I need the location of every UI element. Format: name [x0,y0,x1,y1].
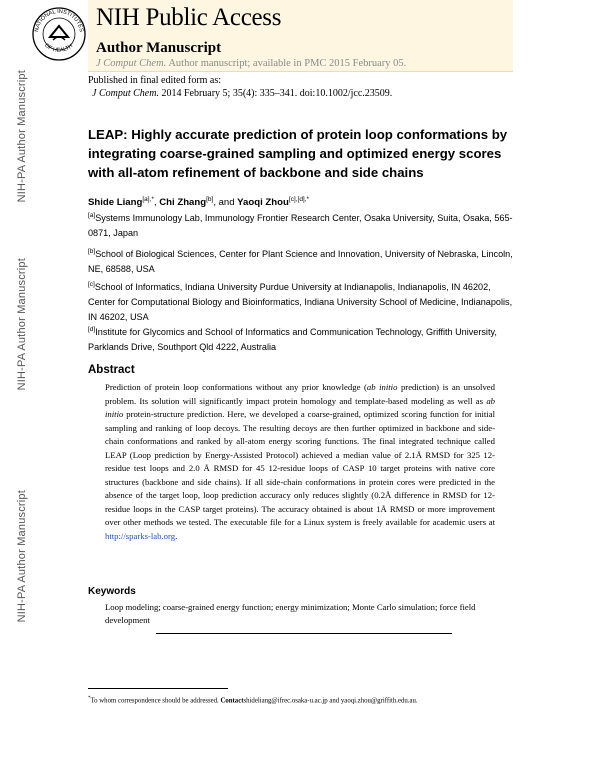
abstract-part: prediction) is an unsolved problem. Its solution will significantly impact protein homology and template-based modeling as well as [105,382,496,406]
availability-text: Author manuscript; available in PMC 2015 February 05. [168,58,407,69]
abstract-italic: ab initio [366,382,398,392]
affiliation [88,208,518,241]
author-list [88,196,309,208]
author-name: Chi Zhang [159,197,207,209]
affiliation [88,244,518,277]
keywords-list: Loop modeling; coarse-grained energy function; energy minimization; Monte Carlo simulation; force field development [105,602,476,625]
citation-journal: J Comput Chem. [92,88,159,99]
affiliation-mark: [a] [88,212,96,219]
svg-text:NATIONAL INSTITUTES: NATIONAL INSTITUTES [34,8,84,33]
correspondence-footnote [88,696,528,704]
author-affiliation-mark: [a],* [142,196,154,203]
availability-note [96,58,406,69]
affiliation-text: School of Informatics, Indiana University Purdue University at Indianapolis, Indianapolis, IN 46202, Center for Computational Biology and Bioinformatics, Indiana University School of Medicine, Indianapolis, IN 46202, USA [88,282,513,323]
affiliation-mark: [b] [88,248,96,255]
affiliation-text: Institute for Glycomics and School of Informatics and Communication Technology, Griffith University, Parklands Drive, Southport Qld 4222, Australia [88,327,497,353]
nih-seal-logo [30,4,88,62]
author-name: Yaoqi Zhou [237,197,289,209]
footnote-contact-label: Contact [220,697,244,705]
side-label-bottom: NIH-PA Author Manuscript [16,490,28,623]
abstract-heading: Abstract [88,364,135,376]
side-label-top: NIH-PA Author Manuscript [16,70,28,203]
author-name: Shide Liang [88,197,143,209]
author-affiliation-mark: [b] [206,196,214,203]
abstract-part: . [175,530,178,541]
author-manuscript-label: Author Manuscript [96,40,222,56]
availability-journal: J Comput Chem. [96,58,167,69]
abstract-part: Prediction of protein loop conformations without any prior knowledge ( [105,382,367,392]
abstract-body [105,381,495,543]
keywords-divider [156,633,452,634]
abstract-part: protein-structure prediction. Here, we developed a coarse-grained, optimized scoring function for initial sampling and ranking of loop decoys. The resulting decoys are then further optimized in backbone and side-chain conformations and ranked by all-atom energy scoring functions. The final integrated technique called LEAP (Loop prediction by Energy-Assisted Protocol) achieved a median value of 2.1Å RMSD for 325 12-residue test loops and 2.0 Å RMSD for 45 12-residue loops of CASP 10 target proteins with native core structures (backbone and side chains). If all side-chain conformations in protein cores were predicted in the absence of the target loop, loop prediction accuracy only reduces slightly (0.2Å difference in RMSD for 12-residue loops in the CASP target proteins). The accuracy obtained is about 1Å RMSD or more improvement over other methods we tested. The executable file for a Linux system is freely available for academic users at [105,409,495,527]
nih-public-access-title: NIH Public Access [96,4,282,31]
footnote-mark: * [88,696,91,701]
affiliation-mark: [c] [88,281,95,288]
keywords-heading: Keywords [88,586,136,597]
footnote-contact-emails: shideliang@ifrec.osaka-u.ac.jp and yaoqi.zhou@griffith.edu.au. [243,697,418,705]
footnote-divider [88,688,228,689]
publication-note [88,74,392,100]
citation [88,87,392,100]
affiliation [88,322,518,355]
affiliation-text: School of Biological Sciences, Center for Plant Science and Innovation, University of Nebraska, Lincoln, NE, 68588, USA [88,249,513,275]
affiliation [88,277,518,325]
sparks-lab-link[interactable]: http://sparks-lab.org [105,530,176,541]
svg-text:OF HEALTH: OF HEALTH [43,42,75,54]
author-separator: , and [213,197,238,209]
published-in-label: Published in final edited form as: [88,75,222,86]
side-label-middle: NIH-PA Author Manuscript [16,258,28,391]
affiliation-text: Systems Immunology Lab, Immunology Frontier Research Center, Osaka University, Suita, Osaka, 565-0871, Japan [88,213,513,239]
footnote-text: To whom correspondence should be addressed. [90,697,221,705]
paper-title: LEAP: Highly accurate prediction of protein loop conformations by integrating coarse-grained sampling and optimized energy scores with all-atom refinement of backbone and side chains [88,127,508,180]
author-affiliation-mark: [c],[d],* [288,196,310,203]
author-separator: , [153,197,160,209]
citation-details: 2014 February 5; 35(4): 335–341. doi:10.1002/jcc.23509. [161,88,393,99]
affiliation-mark: [d] [88,326,96,333]
abstract-italic: ab initio [105,395,495,419]
